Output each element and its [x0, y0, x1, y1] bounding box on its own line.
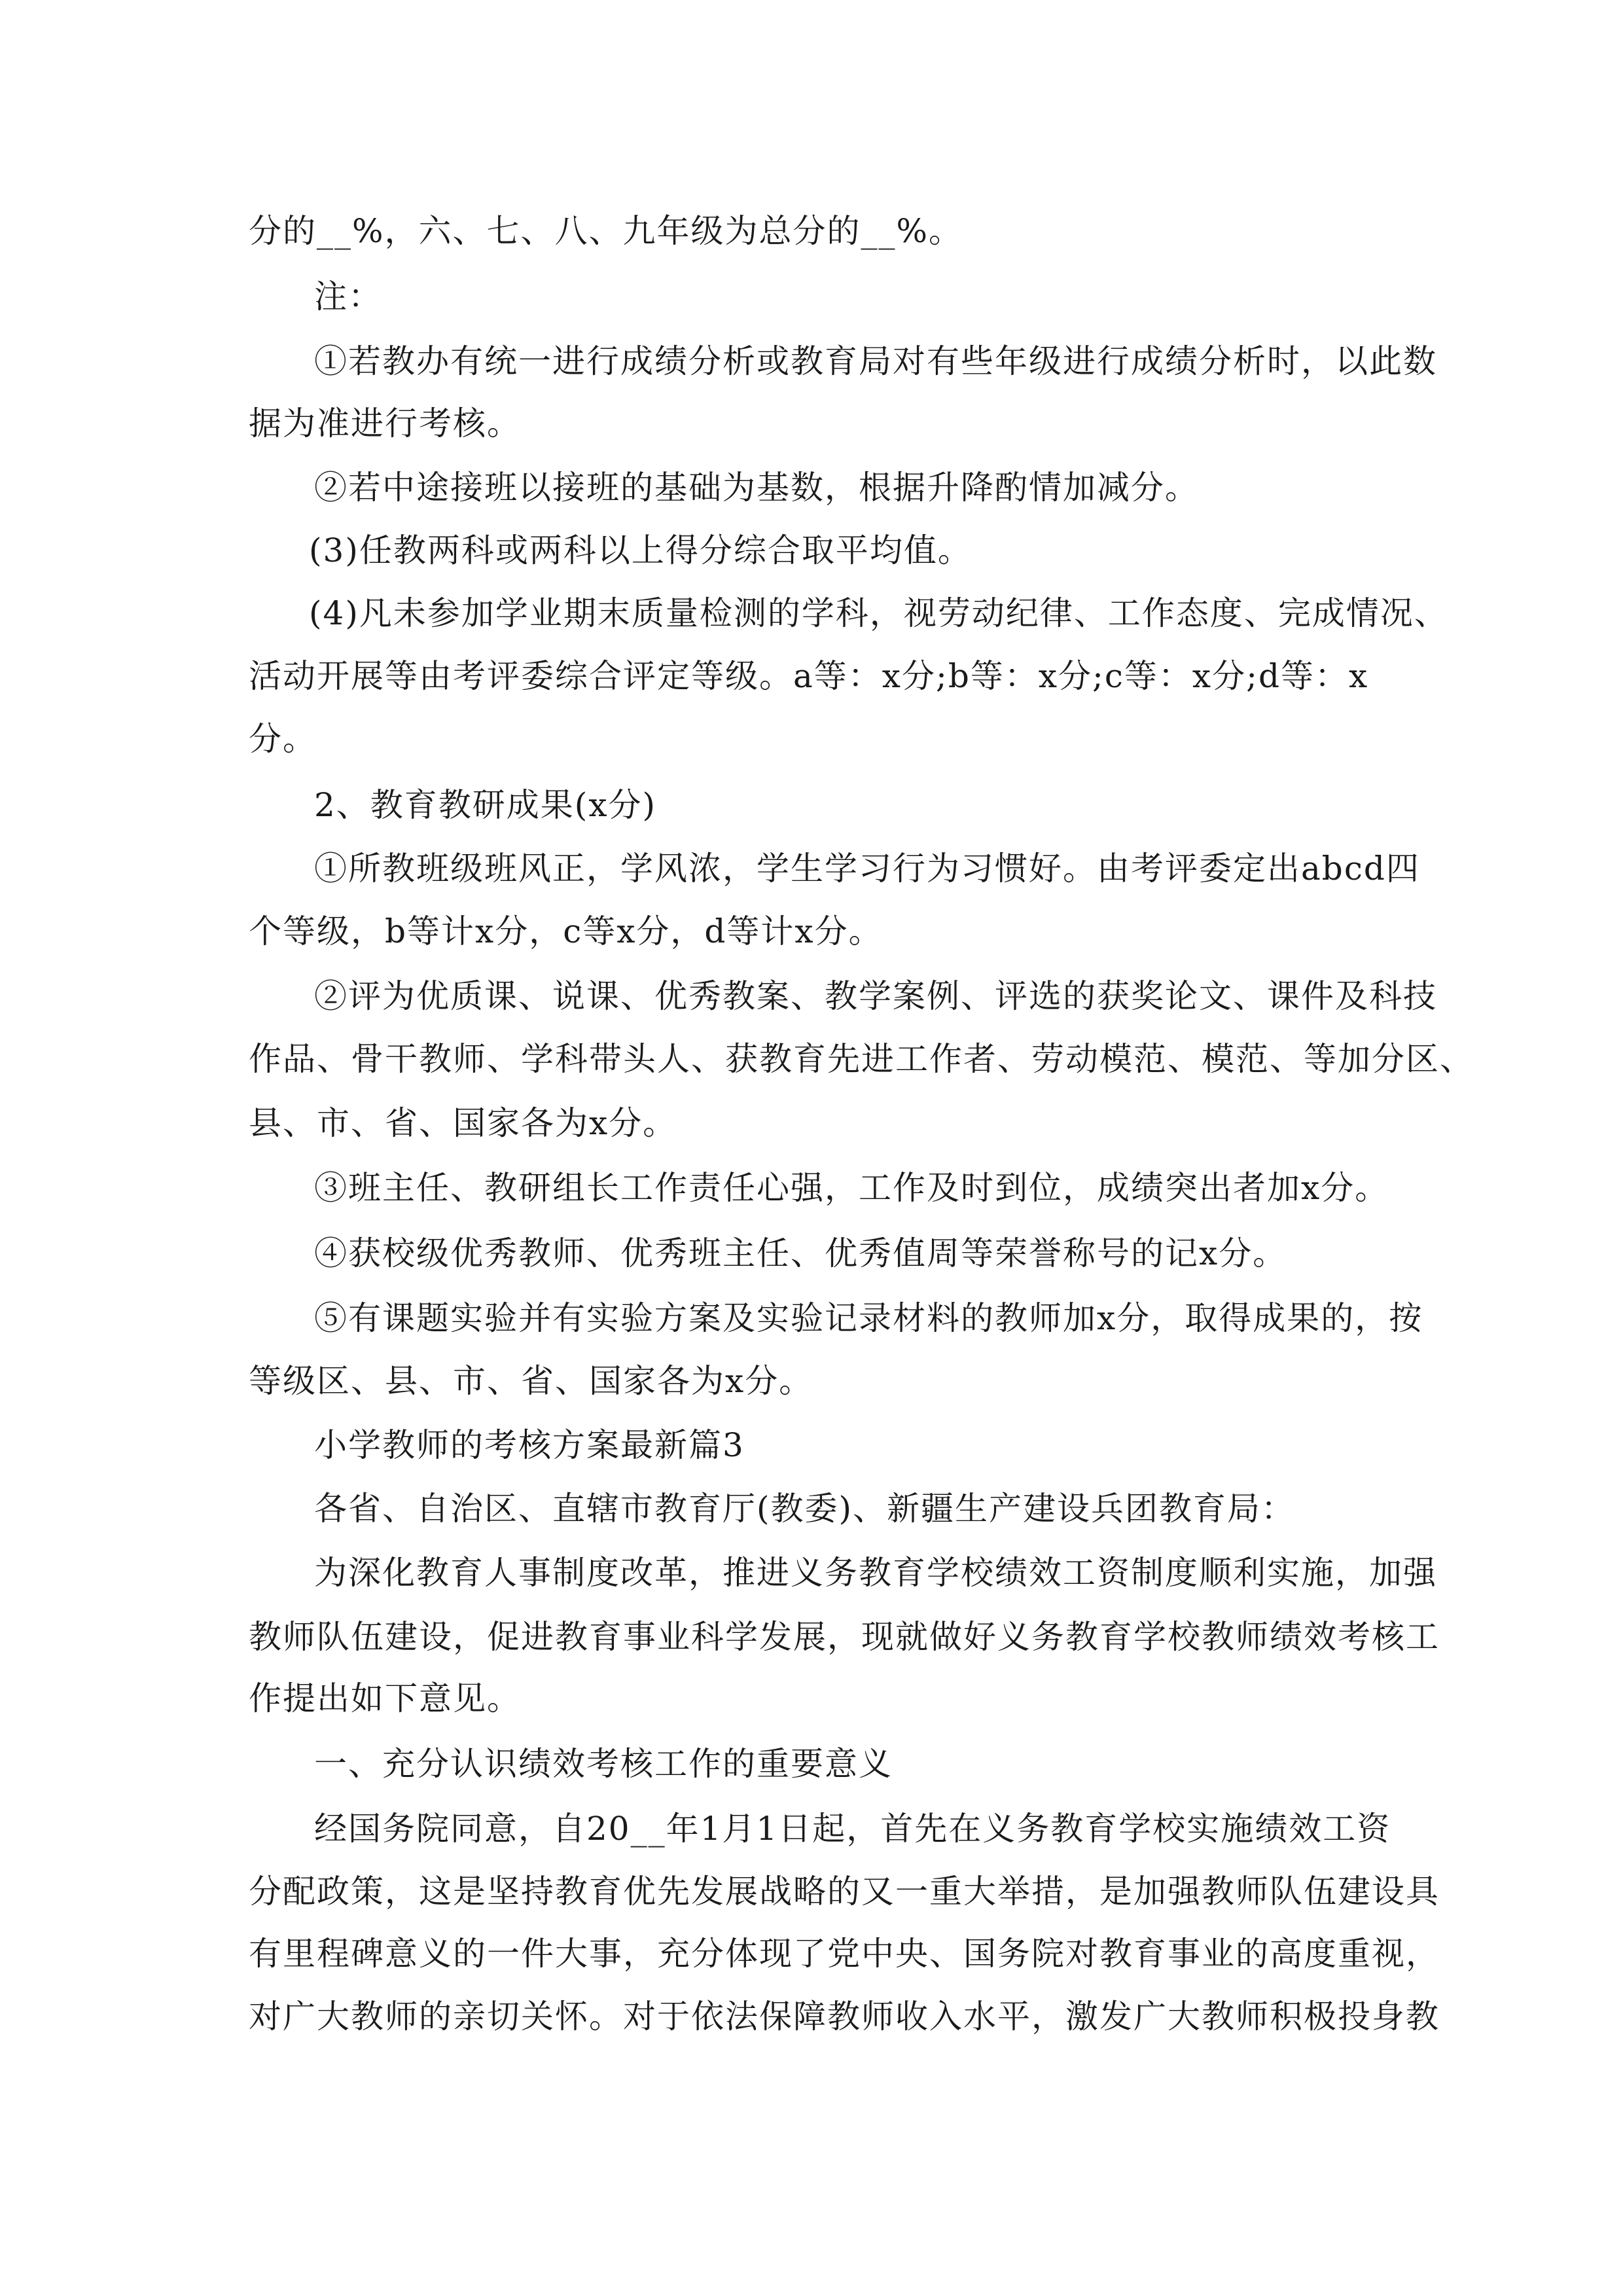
text-line: 等级区、县、市、省、国家各为x分。 [249, 1362, 813, 1400]
text-line: 教师队伍建设，促进教育事业科学发展，现就做好义务教育学校教师绩效考核工 [249, 1618, 1440, 1656]
section-heading: 2、教育教研成果(x分) [314, 786, 657, 824]
note-heading: 注： [314, 278, 382, 315]
text-line: 作品、骨干教师、学科带头人、获教育先进工作者、劳动模范、模范、等加分区、 [249, 1040, 1474, 1078]
text-line: (3)任教两科或两科以上得分综合取平均值。 [309, 531, 972, 569]
text-line: 有里程碑意义的一件大事，充分体现了党中央、国务院对教育事业的高度重视， [249, 1935, 1440, 1973]
text-line: ①所教班级班风正，学风浓，学生学习行为习惯好。由考评委定出abcd四 [314, 850, 1420, 888]
text-line: 对广大教师的亲切关怀。对于依法保障教师收入水平，激发广大教师积极投身教 [249, 1998, 1440, 2036]
text-line: ②若中途接班以接班的基础为基数，根据升降酌情加减分。 [314, 469, 1199, 507]
text-line: 据为准进行考核。 [249, 404, 521, 442]
text-line: 为深化教育人事制度改革，推进义务教育学校绩效工资制度顺利实施，加强 [314, 1554, 1437, 1592]
text-line: ②评为优质课、说课、优秀教案、教学案例、评选的获奖论文、课件及科技 [314, 977, 1437, 1015]
text-line: 县、市、省、国家各为x分。 [249, 1104, 677, 1142]
article-title: 小学教师的考核方案最新篇3 [314, 1426, 745, 1464]
text-line: 作提出如下意见。 [249, 1679, 521, 1717]
text-line: (4)凡未参加学业期末质量检测的学科，视劳动纪律、工作态度、完成情况、 [309, 594, 1448, 632]
text-line: ①若教办有统一进行成绩分析或教育局对有些年级进行成绩分析时，以此数 [314, 342, 1437, 380]
text-line: 分。 [249, 720, 317, 758]
section-heading: 一、充分认识绩效考核工作的重要意义 [314, 1745, 893, 1783]
text-line: ④获校级优秀教师、优秀班主任、优秀值周等荣誉称号的记x分。 [314, 1234, 1287, 1272]
text-line: 经国务院同意，自20__年1月1日起，首先在义务教育学校实施绩效工资 [314, 1810, 1391, 1848]
text-line: 分配政策，这是坚持教育优先发展战略的又一重大举措，是加强教师队伍建设具 [249, 1873, 1440, 1910]
text-line: ③班主任、教研组长工作责任心强，工作及时到位，成绩突出者加x分。 [314, 1169, 1389, 1207]
text-line: 活动开展等由考评委综合评定等级。a等：x分;b等：x分;c等：x分;d等：x [249, 657, 1369, 695]
text-line: ⑤有课题实验并有实验方案及实验记录材料的教师加x分，取得成果的，按 [314, 1299, 1423, 1337]
salutation: 各省、自治区、直辖市教育厅(教委)、新疆生产建设兵团教育局： [314, 1490, 1296, 1528]
text-line: 分的__%，六、七、八、九年级为总分的__%。 [249, 212, 963, 250]
text-line: 个等级，b等计x分，c等x分，d等计x分。 [249, 912, 883, 950]
